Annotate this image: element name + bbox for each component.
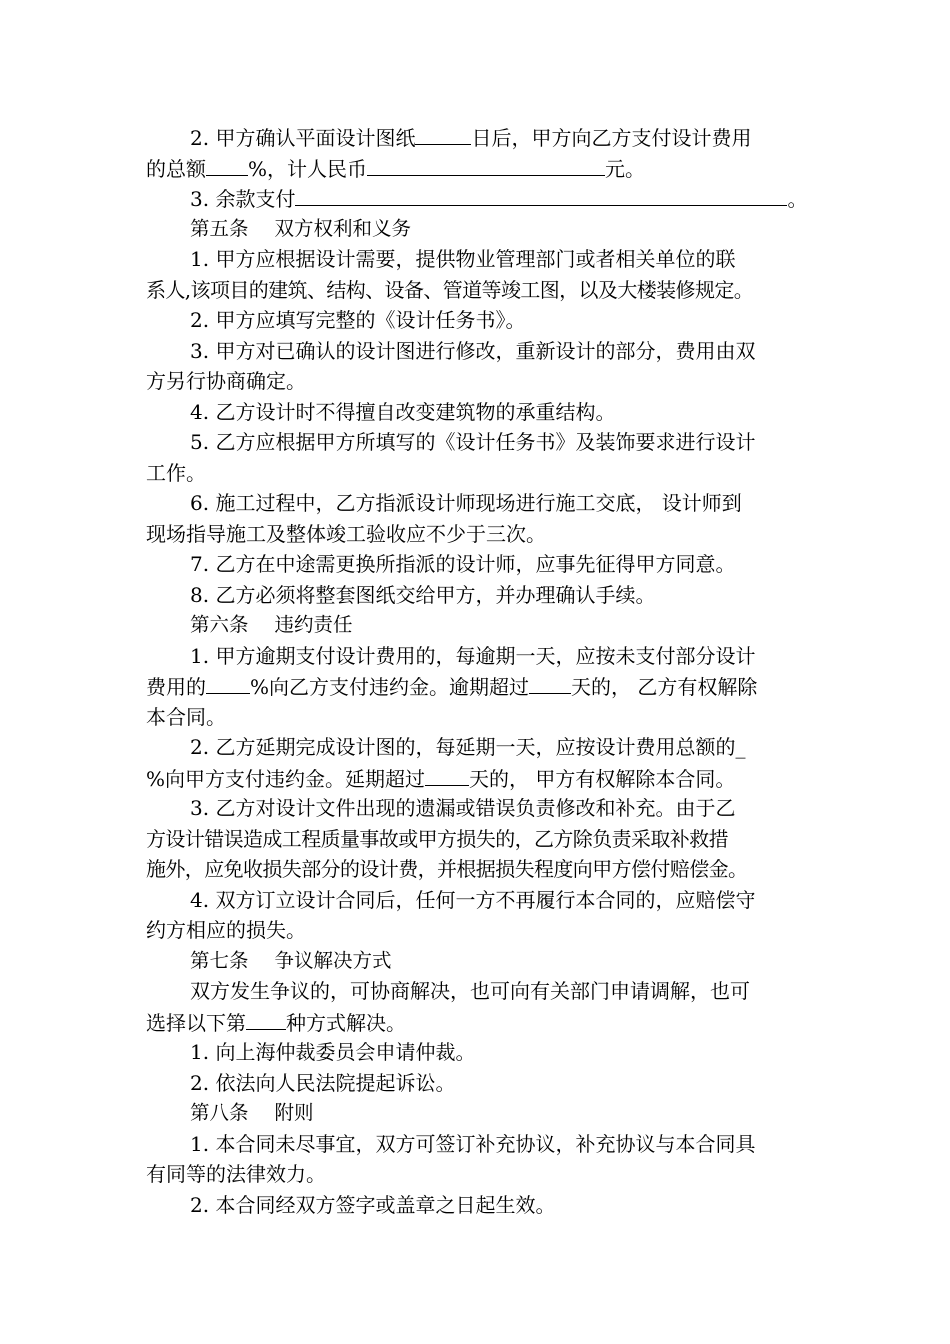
article-5-item: 8. 乙方必须将整套图纸交给甲方，并办理确认手续。: [190, 582, 656, 607]
article-6-item-cont: 施外，应免收损失部分的设计费，并根据损失程度向甲方偿付赔偿金。: [146, 857, 748, 881]
blank-field: [415, 122, 471, 145]
article-6-item: 3. 乙方对设计文件出现的遗漏或错误负责修改和补充。由于乙: [190, 796, 736, 820]
blank-field: [425, 763, 469, 786]
article-5-item-cont: 方另行协商确定。: [146, 369, 306, 393]
article-6-item-cont: 费用的 %向乙方支付违约金。逾期超过 天的， 乙方有权解除: [146, 671, 814, 702]
article-6-item-cont: 本合同。: [146, 704, 226, 729]
blank-field: [246, 1007, 286, 1030]
article-5-item: 6. 施工过程中，乙方指派设计师现场进行施工交底， 设计师到: [190, 491, 742, 515]
article-6-item-cont: 方设计错误造成工程质量事故或甲方损失的，乙方除负责采取补救措: [146, 826, 728, 851]
article-6-item: 2. 乙方延期完成设计图的，每延期一天，应按设计费用总额的_: [190, 735, 746, 759]
article-5-item-cont: 现场指导施工及整体竣工验收应不少于三次。: [146, 521, 546, 546]
article-7-item: 双方发生争议的，可协商解决，也可向有关部门申请调解，也可: [190, 979, 750, 1003]
article-5-item: 3. 甲方对已确认的设计图进行修改，重新设计的部分，费用由双: [190, 338, 756, 363]
clause-payment-2: 2. 甲方确认平面设计图纸 日后，甲方向乙方支付设计费用: [146, 122, 814, 153]
article-5-item: 2. 甲方应填写完整的《设计任务书》。: [190, 308, 526, 332]
blank-field: [295, 183, 787, 206]
blank-field: [367, 153, 605, 176]
article-7-item-cont: 选择以下第 种方式解决。: [146, 1007, 814, 1038]
clause-payment-3: 3. 余款支付 。: [146, 183, 814, 214]
clause-payment-2-cont: 的总额 %，计人民币 元。: [146, 153, 814, 184]
article-5-item-cont: 工作。: [146, 460, 206, 485]
article-7-heading: 第七条 争议解决方式: [190, 948, 392, 972]
article-8-item: 1. 本合同未尽事宜，双方可签订补充协议，补充协议与本合同具: [190, 1131, 756, 1156]
article-5-item: 4. 乙方设计时不得擅自改变建筑物的承重结构。: [190, 399, 616, 424]
article-7-item: 1. 向上海仲裁委员会申请仲裁。: [190, 1040, 476, 1064]
article-8-heading: 第八条 附则: [190, 1101, 314, 1124]
article-6-item-cont: 约方相应的损失。: [146, 918, 306, 942]
article-8-item-cont: 有同等的法律效力。: [146, 1162, 326, 1186]
article-6-item: 1. 甲方逾期支付设计费用的，每逾期一天，应按未支付部分设计: [190, 643, 756, 668]
article-6-item: 4. 双方订立设计合同后，任何一方不再履行本合同的，应赔偿守: [190, 887, 756, 912]
article-5-item-cont: 系人,该项目的建筑、结构、设备、管道等竣工图，以及大楼装修规定。: [146, 277, 754, 302]
blank-field: [529, 671, 571, 694]
contract-body: [146, 122, 814, 1220]
article-5-item: 5. 乙方应根据甲方所填写的《设计任务书》及装饰要求进行设计: [190, 430, 756, 454]
article-5-heading: 第五条 双方权利和义务: [190, 216, 412, 240]
article-8-item: 2. 本合同经双方签字或盖章之日起生效。: [190, 1192, 556, 1217]
article-6-item-cont: %向甲方支付违约金。延期超过 天的， 甲方有权解除本合同。: [146, 763, 814, 794]
blank-field: [206, 671, 250, 694]
article-5-item: 1. 甲方应根据设计需要，提供物业管理部门或者相关单位的联: [190, 247, 736, 271]
article-5-item: 7. 乙方在中途需更换所指派的设计师，应事先征得甲方同意。: [190, 552, 736, 576]
blank-field: [206, 153, 248, 176]
article-7-item: 2. 依法向人民法院提起诉讼。: [190, 1070, 456, 1095]
article-6-heading: 第六条 违约责任: [190, 613, 353, 636]
